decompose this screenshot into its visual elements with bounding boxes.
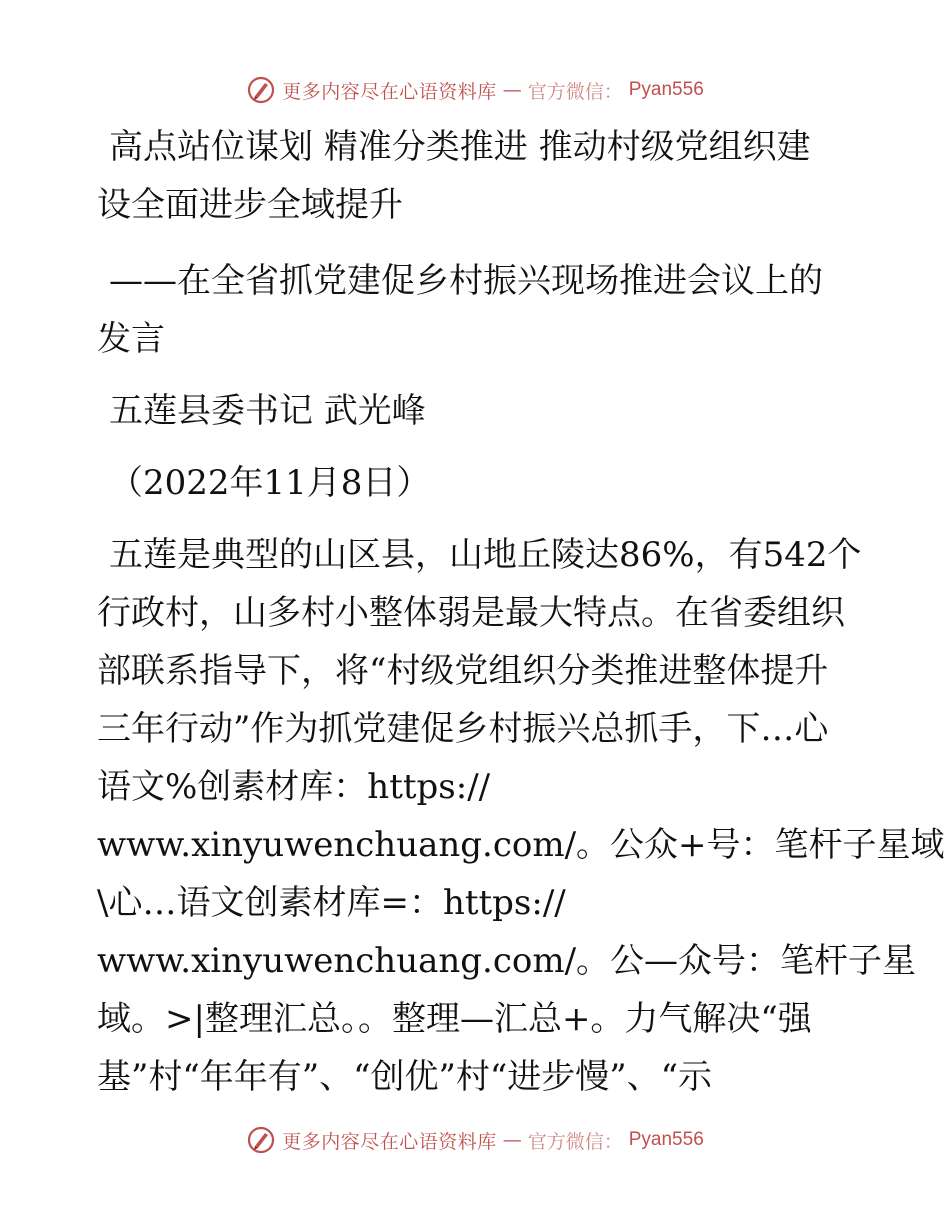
title-line-2: 设全面进步全域提升 <box>97 185 403 225</box>
body-line-3: 部联系指导下，将“村级党组织分类推进整体提升 <box>97 651 829 691</box>
banner-wechat-id: Pyan556 <box>628 1129 704 1150</box>
banner-text: 更多内容尽在心语资料库 <box>282 1130 497 1153</box>
banner-wechat-id: Pyan556 <box>628 79 704 100</box>
document-body <box>97 118 945 1106</box>
subtitle-line-1: ——在全省抓党建促乡村振兴现场推进会议上的 <box>109 261 823 301</box>
pen-logo-icon <box>246 1125 276 1155</box>
body-line-2: 行政村，山多村小整体弱是最大特点。在省委组织 <box>97 593 845 633</box>
author-line: 五莲县委书记 武光峰 <box>109 391 426 431</box>
body-line-5: 语文%创素材库：https:// <box>97 767 491 807</box>
body-line-9: 域。>|整理汇总。。整理—汇总+。力气解决“强 <box>97 999 812 1039</box>
body-line-6: www.xinyuwenchuang.com/。公众+号：笔杆子星域 <box>97 825 945 865</box>
body-line-4: 三年行动”作为抓党建促乡村振兴总抓手，下…心 <box>97 709 829 749</box>
footer-banner <box>0 1120 950 1160</box>
banner-text: 更多内容尽在心语资料库 <box>282 80 497 103</box>
body-line-1: 五莲是典型的山区县，山地丘陵达86%，有542个 <box>109 535 862 575</box>
header-banner <box>0 70 950 110</box>
banner-dash: — <box>502 79 522 101</box>
subtitle-line-2: 发言 <box>97 319 165 359</box>
title-line-1: 高点站位谋划 精准分类推进 推动村级党组织建 <box>109 127 811 167</box>
pen-logo-icon <box>246 75 276 105</box>
banner-official-label: 官方微信： <box>527 80 623 103</box>
body-line-7: \心…语文创素材库=：https:// <box>97 883 566 923</box>
banner-official-label: 官方微信： <box>527 1130 623 1153</box>
body-line-10: 基”村“年年有”、“创优”村“进步慢”、“示 <box>97 1057 713 1097</box>
date-line: （2022年11月8日） <box>109 463 431 503</box>
body-line-8: www.xinyuwenchuang.com/。公—众号：笔杆子星 <box>97 941 917 981</box>
banner-dash: — <box>502 1129 522 1151</box>
